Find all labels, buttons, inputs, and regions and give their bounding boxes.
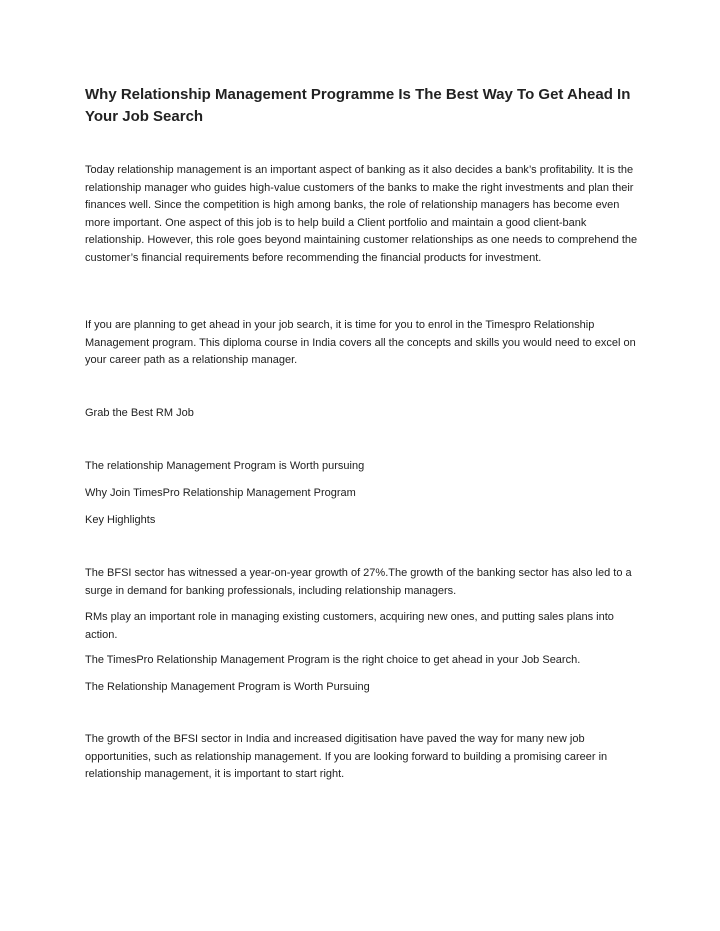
right-choice-line: The TimesPro Relationship Management Program is the right choice to get ahead in your Job Search.: [85, 654, 581, 666]
section-heading-grab-job: Grab the Best RM Job: [85, 407, 194, 419]
bfsi-growth-paragraph: The BFSI sector has witnessed a year-on-year growth of 27%.The growth of the banking sector has also led to a surge in demand for banking professionals, including relationship managers.: [85, 567, 632, 597]
document-title: Why Relationship Management Programme Is The Best Way To Get Ahead In Your Job Search: [85, 86, 631, 125]
section-heading-key-highlights: Key Highlights: [85, 514, 156, 526]
enrol-paragraph: If you are planning to get ahead in your job search, it is time for you to enrol in the Timespro Relationship Management program. This diploma course in India covers all the concepts and skills you would need to excel on your career path as a relationship manager.: [85, 319, 636, 366]
section-heading-why-join: Why Join TimesPro Relationship Management Program: [85, 487, 356, 499]
digitisation-paragraph: The growth of the BFSI sector in India and increased digitisation have paved the way for many new job opportunities, such as relationship management. If you are looking forward to building a promising career in relationship management, it is important to start right.: [85, 733, 608, 780]
rm-role-paragraph: RMs play an important role in managing existing customers, acquiring new ones, and putting sales plans into action.: [85, 611, 614, 641]
section-heading-worth-pursuing: The relationship Management Program is Worth pursuing: [85, 460, 365, 472]
intro-paragraph: Today relationship management is an important aspect of banking as it also decides a bank’s profitability. It is the relationship manager who guides high-value customers of the banks to make the right investments and plan their finances well. Since the competition is high among banks, the role of relationship managers has become even more important. One aspect of this job is to help build a Client portfolio and maintain a good client-bank relationship. However, this role goes beyond maintaining customer relationships as one needs to comprehend the customer’s financial requirements before recommending the financial products for investment.: [85, 164, 638, 264]
worth-pursuing-line: The Relationship Management Program is Worth Pursuing: [85, 681, 370, 693]
